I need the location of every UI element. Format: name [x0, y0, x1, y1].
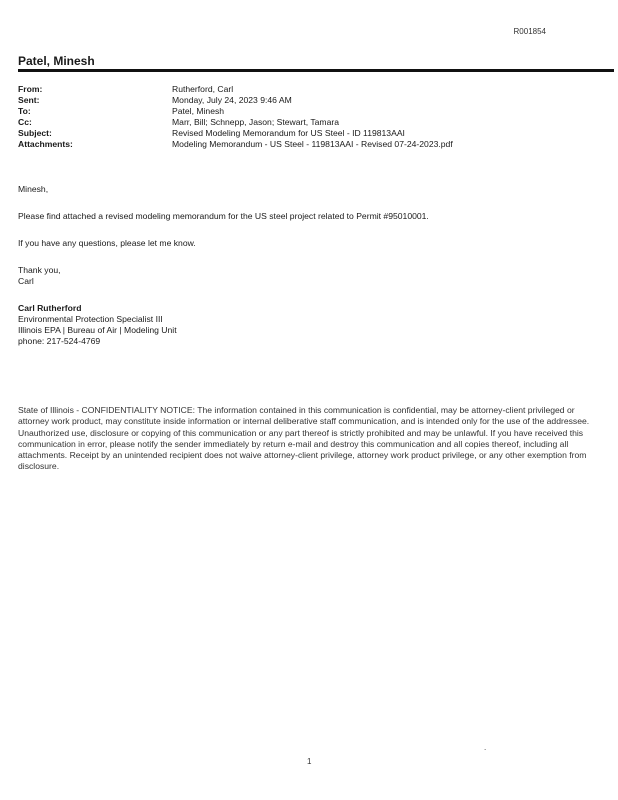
page-number: 1 [307, 757, 312, 766]
signature-title: Environmental Protection Specialist III [18, 314, 163, 324]
greeting: Minesh, [18, 184, 49, 194]
header-row-subject [18, 128, 614, 139]
to-label: To: [18, 106, 31, 116]
header-row-cc [18, 117, 614, 128]
header-row-from [18, 84, 614, 95]
email-body [18, 184, 608, 347]
from-value: Rutherford, Carl [172, 84, 234, 94]
sent-value: Monday, July 24, 2023 9:46 AM [172, 95, 292, 105]
signature-phone: phone: 217-524-4769 [18, 336, 101, 346]
header-row-attachments [18, 139, 614, 150]
cc-value: Marr, Bill; Schnepp, Jason; Stewart, Tamara [172, 117, 340, 127]
subject-label: Subject: [18, 128, 52, 138]
attachment-link[interactable]: Modeling Memorandum - US Steel - 119813AAI - Revised 07-24-2023.pdf [172, 139, 453, 149]
header-row-to [18, 106, 614, 117]
header-row-sent [18, 95, 614, 106]
confidentiality-notice: State of Illinois - CONFIDENTIALITY NOTICE: The information contained in this communication is confidential, may be attorney-client privileged or attorney work product, may constitute inside information or internal deliberative staff communication, and is intended only for the use of the addressee. Unauthorized use, disclosure or copying of this communication or any part thereof is strictly prohibited and may be unlawful. If you have received this communication in error, please notify the sender immediately by return e-mail and destroy this communication and all copies thereof, including all attachments. Receipt by an unintended recipient does not waive attorney-client privilege, attorney work product privilege, or any other exemption from disclosure. [18, 405, 590, 472]
sent-label: Sent: [18, 95, 40, 105]
attachments-label: Attachments: [18, 139, 73, 149]
closing: Thank you, [18, 265, 61, 275]
footer-mark: . [484, 743, 487, 752]
email-header [18, 84, 614, 150]
cc-label: Cc: [18, 117, 32, 127]
body-paragraph-1: Please find attached a revised modeling memorandum for the US steel project related to Permit #95010001. [18, 211, 429, 221]
closing-name: Carl [18, 276, 34, 286]
header-divider [18, 69, 614, 72]
signature-org: Illinois EPA | Bureau of Air | Modeling Unit [18, 325, 177, 335]
from-label: From: [18, 84, 43, 94]
signature-name: Carl Rutherford [18, 303, 82, 313]
page-id: R001854 [513, 27, 546, 36]
sender-name: Patel, Minesh [18, 54, 95, 68]
to-value: Patel, Minesh [172, 106, 225, 116]
subject-value: Revised Modeling Memorandum for US Steel - ID 119813AAI [172, 128, 405, 138]
body-paragraph-2: If you have any questions, please let me know. [18, 238, 196, 248]
